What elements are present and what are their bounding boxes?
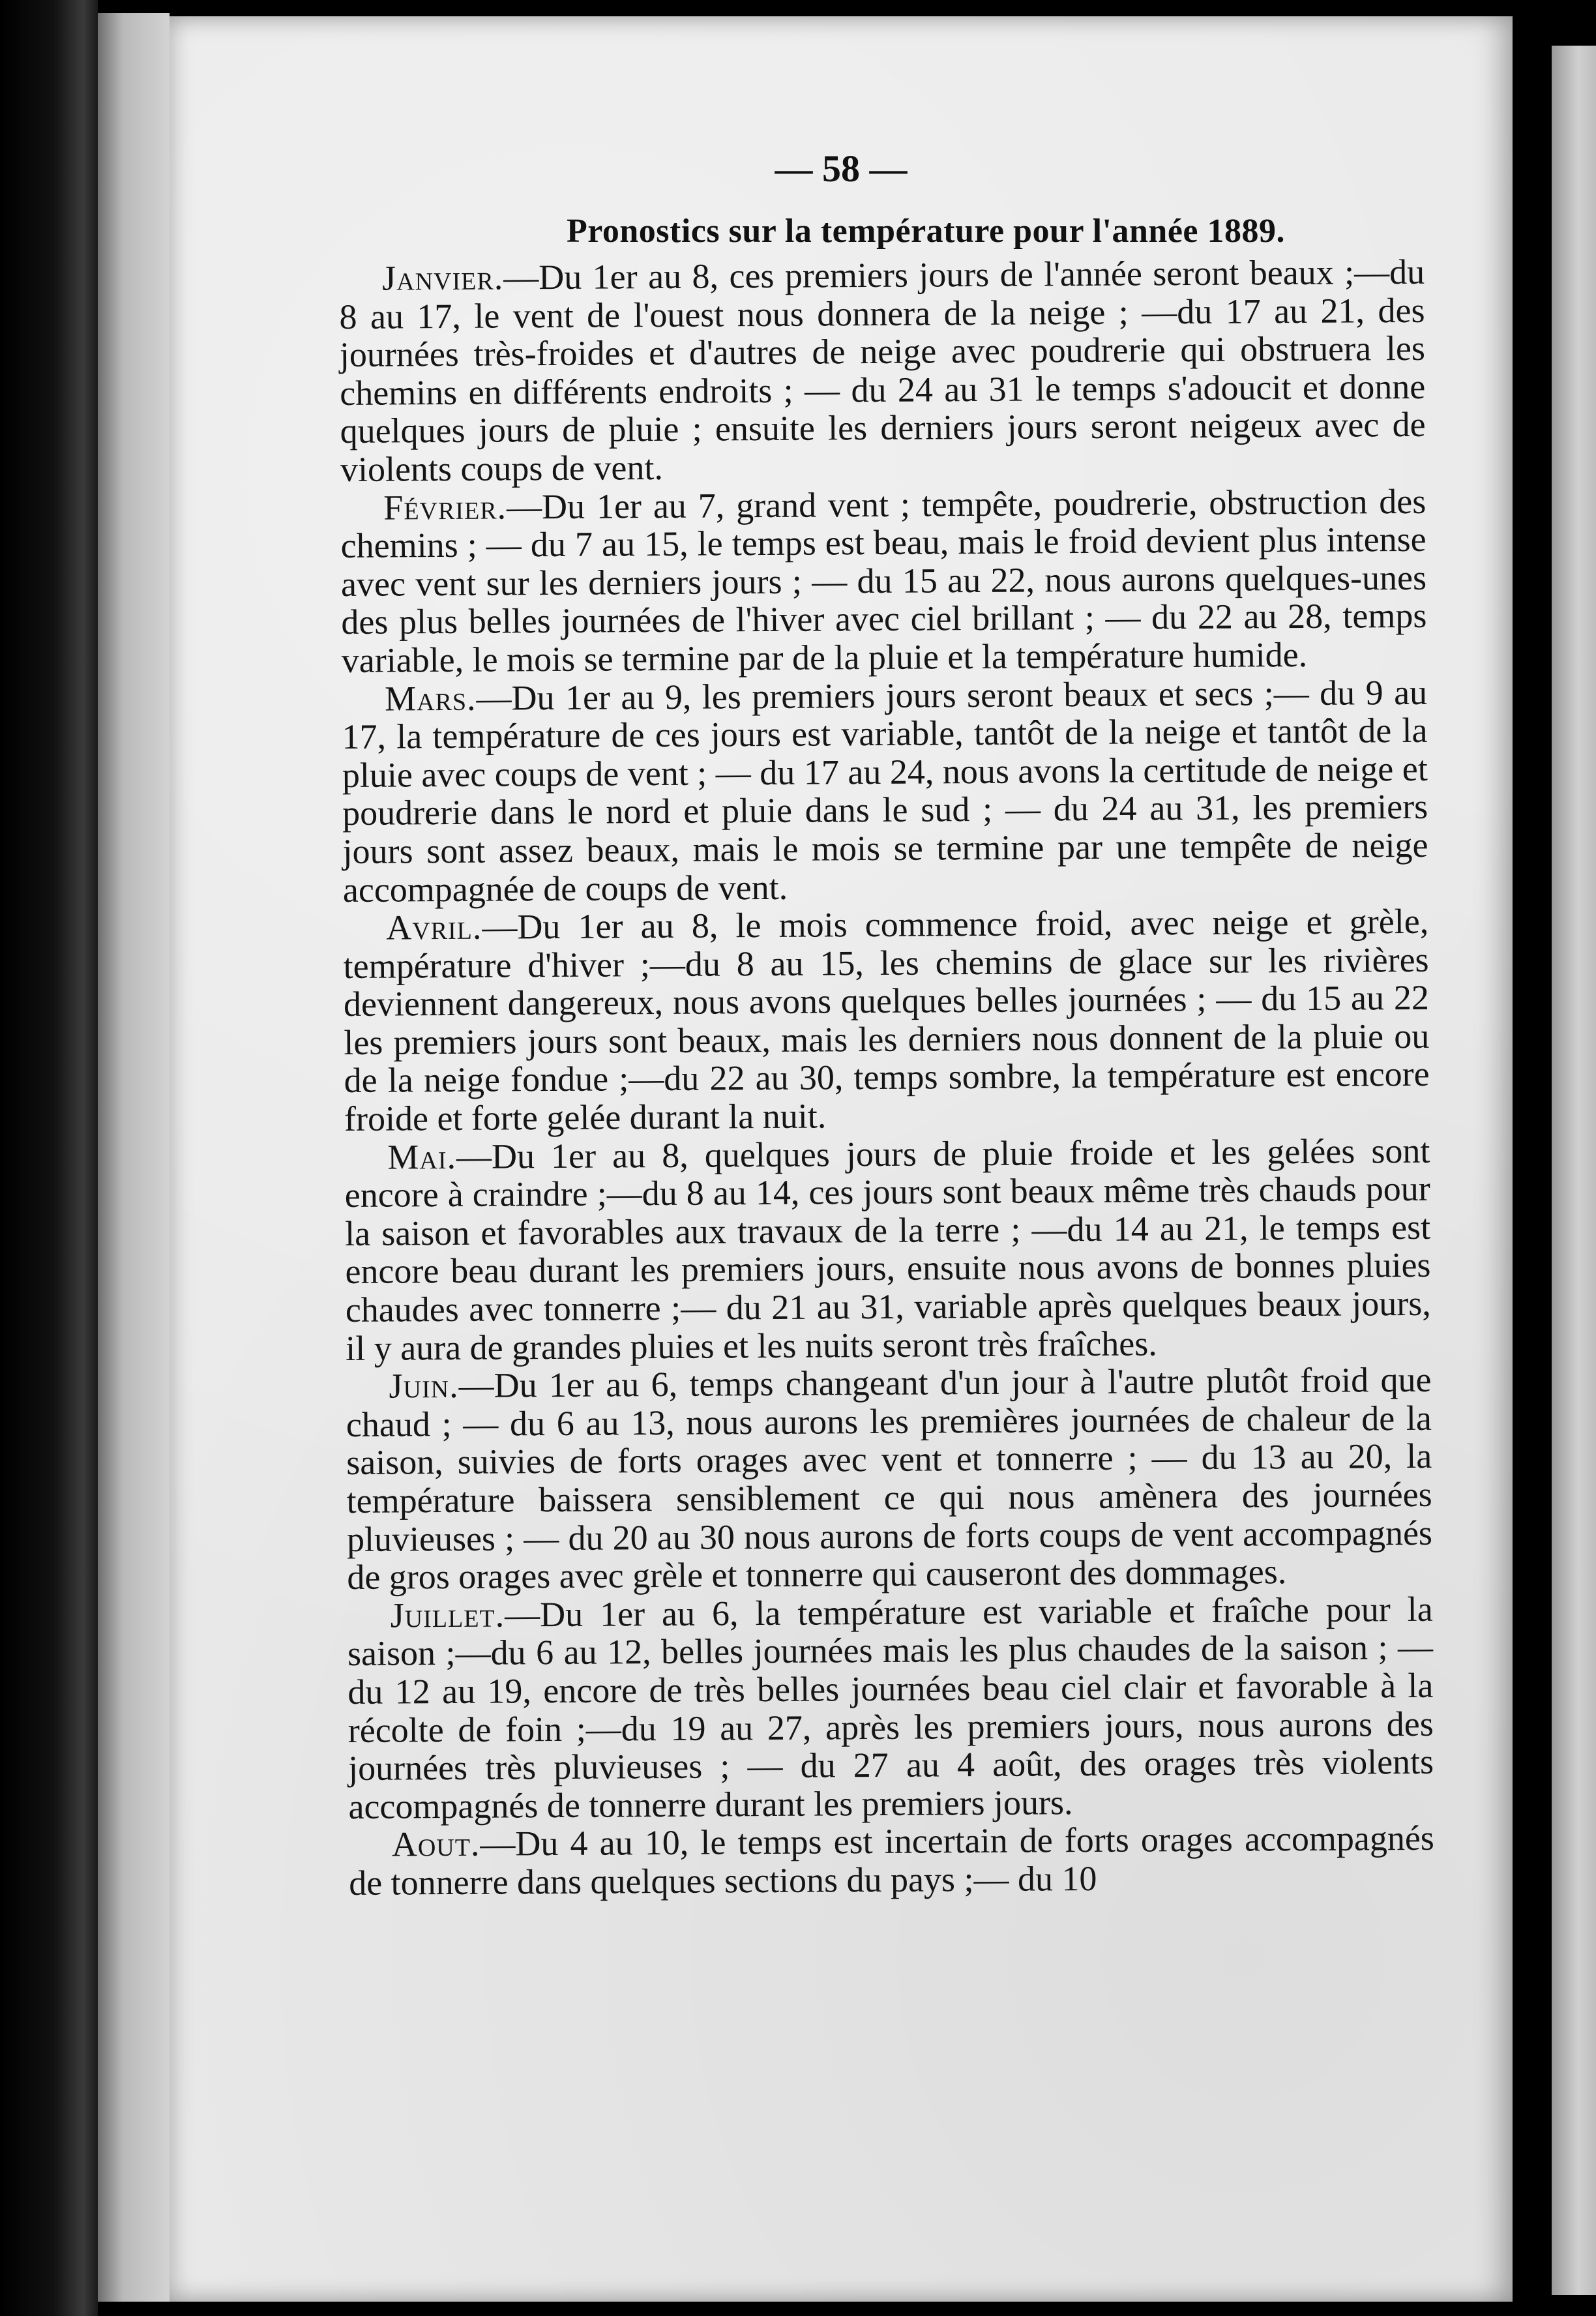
month-label: Mai. — [387, 1136, 457, 1177]
month-label: Mars. — [384, 678, 477, 719]
page-title: Pronostics sur la température pour l'année 1889. — [566, 213, 1285, 250]
scan-border-right — [1513, 0, 1552, 2316]
paragraph-fevrier — [340, 482, 1427, 679]
paragraph-juin — [346, 1361, 1432, 1597]
binding-strip — [98, 13, 170, 2302]
month-label: Juin. — [389, 1366, 459, 1406]
month-label: Février. — [383, 486, 507, 527]
paragraph-mars — [342, 673, 1428, 909]
month-label: Avril. — [386, 907, 482, 947]
paragraph-janvier — [339, 253, 1426, 489]
paragraph-text: —Du 1er au 6, temps changeant d'un jour à l'autre plutôt froid que chaud ; — du 6 au 13, nous aurons les premières journées de chaleur de la saison, suivies de forts orages avec vent et tonnerre ; — du 13 au 20, la température baissera sensiblement ce qui nous amènera des journées pluvieuses ; — du 20 au 30 nous aurons de forts coups de vent accompagnés de gros orages avec grèle et tonnerre qui causeront des dommages. — [346, 1360, 1433, 1597]
adjacent-page-edge — [1552, 46, 1596, 2295]
paragraph-text: —Du 1er au 8, quelques jours de pluie froide et les gelées sont encore à craindre ;—du 8 au 14, ces jours sont beaux même très chauds pour la saison et favorables aux travaux de la terre ; —du 14 au 21, le temps est encore beau durant les premiers jours, ensuite nous avons de bonnes pluies chaudes avec tonnerre ;— du 21 au 31, variable après quelques beaux jours, il y aura de grandes pluies et les nuits seront très fraîches. — [344, 1131, 1431, 1368]
paragraph-text: —Du 4 au 10, le temps est incertain de forts orages accompagnés de tonnerre dans quelques sections du pays ;— du 10 — [349, 1819, 1435, 1903]
month-label: Juillet. — [390, 1595, 505, 1635]
paragraph-text: —Du 1er au 6, la température est variable et fraîche pour la saison ;—du 6 au 12, belles journées mais les plus chaudes de la saison ; — du 12 au 19, encore de très belles journées beau ciel clair et favorable à la récolte de foin ;—du 19 au 27, après les premiers jours, nous aurons des journées très pluvieuses ; — du 27 au 4 août, des orages très violents accompagnés de tonnerre durant les premiers jours. — [347, 1589, 1434, 1826]
paragraph-juillet — [347, 1590, 1434, 1826]
paragraph-text: —Du 1er au 8, ces premiers jours de l'année seront beaux ;—du 8 au 17, le vent de l'ouest nous donnera de la neige ; —du 17 au 21, des journées très-froides et d'autres de neige avec poudrerie qui obstruera les chemins en différents endroits ; — du 24 au 31 le temps s'adoucit et donne quelques jours de pluie ; ensuite les derniers jours seront neigeux avec de violents coups de vent. — [339, 252, 1426, 489]
month-label: Aout. — [391, 1824, 480, 1864]
paragraph-text: —Du 1er au 7, grand vent ; tempête, poudrerie, obstruction des chemins ; — du 7 au 15, le temps est beau, mais le froid devient plus intense avec vent sur les derniers jours ; — du 15 au 22, nous aurons quelques-unes des plus belles journées de l'hiver avec ciel brillant ; — du 22 au 28, temps variable, le mois se termine par de la pluie et la température humide. — [340, 481, 1427, 680]
page-number: — 58 — — [775, 147, 908, 190]
paragraph-text: —Du 1er au 8, le mois commence froid, avec neige et grèle, température d'hiver ;—du 8 au 15, les chemins de glace sur les rivières deviennent dangereux, nous avons quelques belles journées ; — du 15 au 22 les premiers jours sont beaux, mais les derniers nous donnent de la pluie ou de la neige fondue ;—du 22 au 30, temps sombre, la température est encore froide et forte gelée durant la nuit. — [343, 901, 1430, 1139]
paragraph-text: —Du 1er au 9, les premiers jours seront beaux et secs ;— du 9 au 17, la température de ces jours est variable, tantôt de la neige et tantôt de la pluie avec coups de vent ; — du 17 au 24, nous avons la certitude de neige et poudrerie dans le nord et pluie dans le sud ; — du 24 au 31, les premiers jours sont assez beaux, mais le mois se termine par une tempête de neige accompagnée de coups de vent. — [342, 672, 1428, 910]
paragraph-avril — [343, 902, 1430, 1138]
paragraph-aout — [349, 1819, 1435, 1902]
paragraph-mai — [344, 1131, 1431, 1367]
scan-border-left — [0, 0, 98, 2316]
forecast-text — [339, 253, 1434, 1903]
month-label: Janvier. — [381, 258, 504, 298]
